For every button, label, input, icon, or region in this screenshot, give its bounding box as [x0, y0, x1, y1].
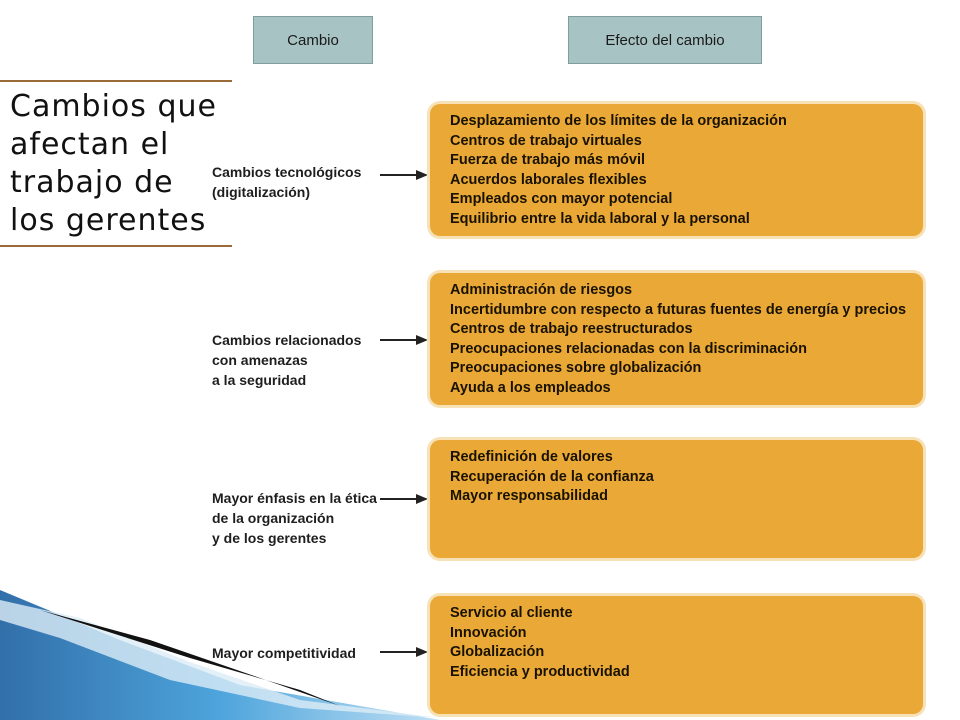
effect-item: Preocupaciones sobre globalización	[450, 360, 702, 376]
effect-item: Ayuda a los empleados	[450, 379, 611, 396]
effect-item: Equilibrio entre la vida laboral y la personal	[450, 210, 750, 227]
effect-box-technology	[430, 104, 923, 236]
effect-item: Desplazamiento de los límites de la organización	[450, 113, 787, 129]
effect-item: Mayor responsabilidad	[450, 488, 608, 504]
arrow-right-icon	[380, 334, 428, 346]
arrow-right-icon	[380, 493, 428, 505]
title-line: los gerentes	[10, 203, 207, 238]
effect-item: Redefinición de valores	[450, 449, 613, 465]
effect-item: Fuerza de trabajo más móvil	[450, 152, 646, 168]
effect-box-security	[430, 273, 923, 405]
effect-item: Eficiencia y productividad	[450, 663, 630, 680]
decorative-swoosh	[0, 590, 440, 720]
effect-item: Acuerdos laborales flexibles	[450, 171, 647, 188]
change-label-line: (digitalización)	[212, 184, 310, 200]
effect-box-ethics	[430, 440, 923, 558]
slide-title	[10, 88, 235, 240]
effect-item: Empleados con mayor potencial	[450, 191, 673, 207]
title-rule-top	[0, 80, 232, 82]
effect-item: Recuperación de la confianza	[450, 468, 654, 485]
title-rule-bottom	[0, 245, 232, 247]
header-effect	[568, 16, 762, 64]
change-label-security	[212, 330, 387, 390]
title-line: Cambios que	[10, 89, 217, 124]
effect-item: Servicio al cliente	[450, 605, 573, 621]
effect-item: Innovación	[450, 624, 527, 641]
header-change-label: Cambio	[287, 31, 339, 49]
header-effect-label: Efecto del cambio	[605, 31, 725, 49]
effect-item: Incertidumbre con respecto a futuras fuentes de energía y precios	[450, 301, 907, 318]
effect-item: Centros de trabajo virtuales	[450, 132, 642, 149]
change-label-ethics	[212, 488, 387, 548]
change-label-line: y de los gerentes	[212, 530, 327, 546]
change-label-line: Mayor énfasis en la ética	[212, 490, 377, 506]
change-label-line: a la seguridad	[212, 372, 307, 388]
header-change	[253, 16, 373, 64]
effect-item: Centros de trabajo reestructurados	[450, 321, 693, 337]
change-label-line: Mayor competitividad	[212, 645, 356, 661]
change-label-line: Cambios tecnológicos	[212, 164, 362, 180]
arrow-right-icon	[380, 169, 428, 181]
change-label-line: Cambios relacionados	[212, 332, 362, 348]
effect-item: Administración de riesgos	[450, 282, 633, 298]
effect-item: Preocupaciones relacionadas con la discriminación	[450, 340, 807, 357]
title-line: afectan el	[10, 127, 170, 162]
change-label-line: de la organización	[212, 510, 335, 526]
title-line: trabajo de	[10, 165, 174, 200]
effect-box-competitiveness	[430, 596, 923, 714]
change-label-technology	[212, 162, 387, 202]
effect-item: Globalización	[450, 644, 545, 660]
change-label-line: con amenazas	[212, 352, 308, 368]
